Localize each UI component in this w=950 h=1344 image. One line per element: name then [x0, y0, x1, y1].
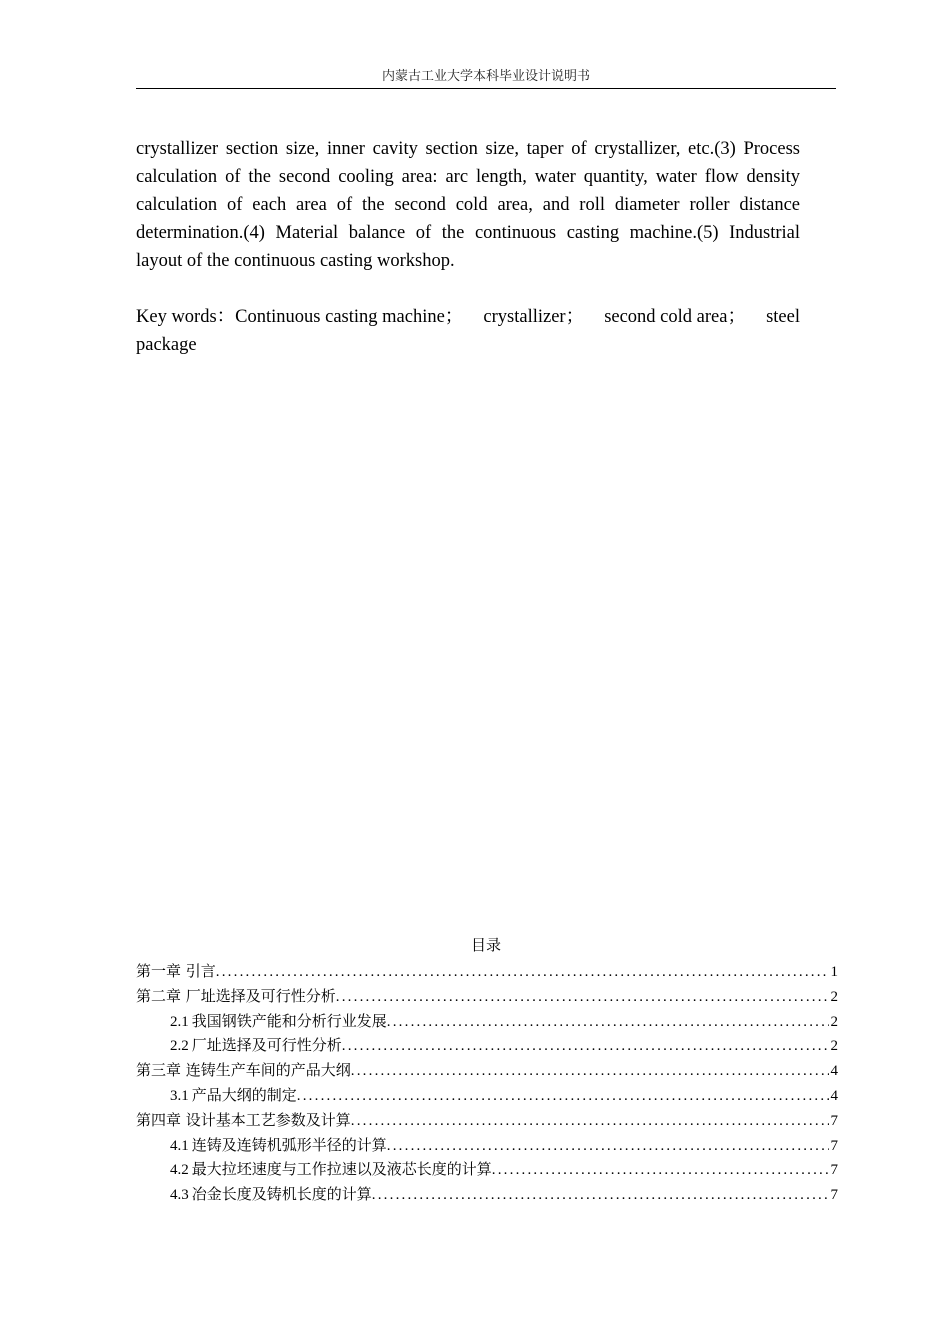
- toc-entry[interactable]: [136, 1083, 838, 1108]
- toc-entry-page: 2: [830, 988, 838, 1005]
- toc-dot-leader: [372, 1183, 829, 1208]
- toc-entry[interactable]: [136, 1157, 838, 1182]
- toc-entry-number: 4.3: [170, 1187, 189, 1204]
- toc-entry-page: 2: [830, 1038, 838, 1055]
- toc-entry-number: 2.2: [170, 1038, 189, 1055]
- keyword-item: second cold area；: [604, 307, 746, 327]
- abstract-paragraph: crystallizer section size, inner cavity section size, taper of crystallizer, etc.(3) Process calculation of the second cooling area: arc length, water quantity, water flow density calculation of each area of the second cold area, and roll diameter roller distance determination.(4) Material balance of the continuous casting machine.(5) Industrial layout of the continuous casting workshop.: [136, 139, 800, 271]
- toc-title: 目录: [470, 938, 501, 954]
- keywords-label: Key words：: [136, 307, 236, 327]
- toc-entry-number: 4.1: [170, 1137, 189, 1154]
- toc-entry-page: 7: [830, 1187, 838, 1204]
- toc-entry-title: 第三章 连铸生产车间的产品大纲: [136, 1061, 351, 1080]
- table-of-contents: [136, 959, 838, 1207]
- toc-entry-page: 4: [830, 1087, 838, 1104]
- toc-dot-leader: [387, 1134, 829, 1159]
- toc-entry-number: 4.2: [170, 1162, 189, 1179]
- toc-entry-title: 我国钢铁产能和分析行业发展: [191, 1011, 387, 1030]
- toc-dot-leader: [297, 1084, 829, 1109]
- toc-entry-page: 7: [830, 1112, 838, 1129]
- toc-entry[interactable]: [136, 1058, 838, 1083]
- toc-entry-title: 连铸及连铸机弧形半径的计算: [191, 1135, 387, 1154]
- toc-entry[interactable]: [136, 1033, 838, 1058]
- toc-dot-leader: [216, 960, 829, 985]
- toc-dot-leader: [351, 1109, 829, 1134]
- keywords-block: [136, 303, 800, 359]
- toc-dot-leader: [387, 1010, 829, 1035]
- toc-entry[interactable]: [136, 959, 838, 984]
- abstract-section: [136, 135, 800, 359]
- keywords-first: [136, 303, 463, 331]
- toc-entry-page: 7: [830, 1162, 838, 1179]
- toc-entry-page: 2: [830, 1013, 838, 1030]
- keywords-line: [136, 303, 800, 331]
- toc-entry-number: 2.1: [170, 1013, 189, 1030]
- toc-entry-page: 4: [830, 1063, 838, 1080]
- toc-entry[interactable]: [136, 1182, 838, 1207]
- toc-entry-title: 第一章 引言: [136, 962, 216, 980]
- page-header: [136, 66, 836, 89]
- toc-dot-leader: [342, 1034, 829, 1059]
- toc-entry-title: 厂址选择及可行性分析: [191, 1036, 342, 1055]
- toc-entry[interactable]: [136, 1009, 838, 1034]
- toc-entry-page: 1: [830, 964, 838, 980]
- toc-entry-number: 3.1: [170, 1087, 189, 1104]
- keywords-continuation: package: [136, 335, 197, 355]
- toc-entry-title: 第二章 厂址选择及可行性分析: [136, 986, 336, 1005]
- toc-dot-leader: [336, 985, 829, 1010]
- toc-entry-title: 第四章 设计基本工艺参数及计算: [136, 1110, 351, 1129]
- toc-entry[interactable]: [136, 1133, 838, 1158]
- toc-entry-title: 最大拉坯速度与工作拉速以及液芯长度的计算: [191, 1160, 492, 1179]
- toc-entry[interactable]: [136, 1108, 838, 1133]
- toc-entry-page: 7: [830, 1137, 838, 1154]
- keyword-item: steel: [766, 307, 800, 327]
- toc-entry-title: 产品大纲的制定: [191, 1085, 297, 1104]
- toc-entry[interactable]: [136, 984, 838, 1009]
- keyword-item: crystallizer；: [483, 307, 585, 327]
- toc-dot-leader: [351, 1059, 829, 1084]
- toc-entry-title: 冶金长度及铸机长度的计算: [191, 1185, 372, 1204]
- header-title: 内蒙古工业大学本科毕业设计说明书: [381, 68, 590, 83]
- toc-dot-leader: [492, 1158, 829, 1183]
- keyword-item: Continuous casting machine；: [235, 307, 464, 327]
